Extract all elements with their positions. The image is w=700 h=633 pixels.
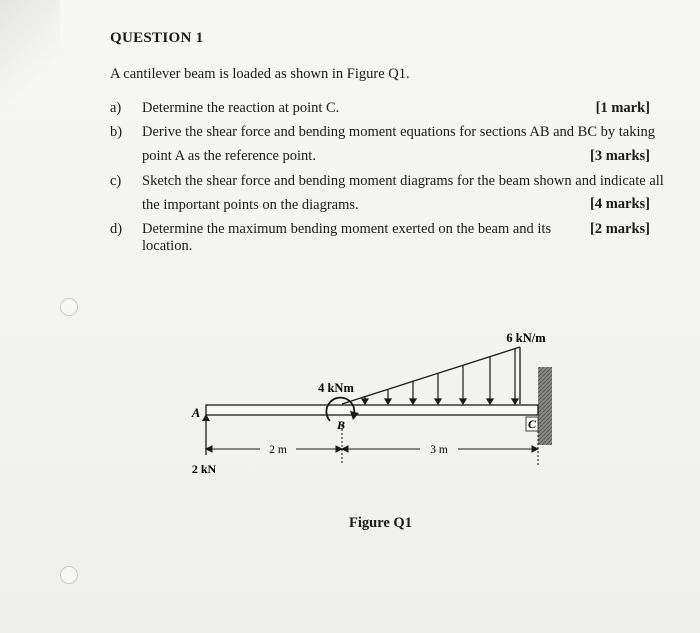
fixed-support-wall <box>538 367 552 445</box>
point-b-label: B <box>336 418 346 432</box>
punch-hole <box>60 298 78 316</box>
question-text: Determine the maximum bending moment exerted on the beam and its location. <box>142 221 552 254</box>
question-letter: d) <box>110 221 123 237</box>
question-b <box>110 124 670 166</box>
punch-hole <box>60 566 78 584</box>
question-marks: [1 mark] <box>595 100 650 116</box>
dimension-bc-label: 3 m <box>430 444 448 456</box>
question-text-cont: the important points on the diagrams. <box>142 197 359 213</box>
figure-caption: Figure Q1 <box>349 515 412 531</box>
question-heading: QUESTION 1 <box>110 30 204 46</box>
distributed-load <box>342 347 520 404</box>
moment-label: 4 kNm <box>318 381 354 395</box>
question-text: Determine the reaction at point C. <box>142 100 340 116</box>
beam <box>206 405 538 415</box>
dimension-lines <box>206 425 538 465</box>
scan-shadow <box>0 0 60 110</box>
question-text: Sketch the shear force and bending moment diagrams for the beam shown and indicate all <box>142 173 664 189</box>
dimension-ab-label: 2 m <box>269 444 287 456</box>
question-letter: c) <box>110 173 122 189</box>
question-intro: A cantilever beam is loaded as shown in Figure Q1. <box>110 66 410 82</box>
question-letter: a) <box>110 100 122 116</box>
question-marks: [4 marks] <box>589 196 650 212</box>
question-text: Derive the shear force and bending moment equations for sections AB and BC by taking <box>142 124 656 140</box>
question-a <box>110 100 670 120</box>
point-a-label: A <box>191 406 201 420</box>
beam-figure <box>170 325 590 485</box>
distributed-load-label: 6 kN/m <box>506 331 546 345</box>
question-letter: b) <box>110 124 123 140</box>
question-text-cont: point A as the reference point. <box>142 148 316 164</box>
point-load-label: 2 kN <box>191 462 217 476</box>
question-marks: [2 marks] <box>589 221 650 237</box>
question-marks: [3 marks] <box>589 148 650 164</box>
question-c <box>110 173 670 215</box>
point-c-label: C <box>527 417 537 431</box>
question-d <box>110 221 580 254</box>
